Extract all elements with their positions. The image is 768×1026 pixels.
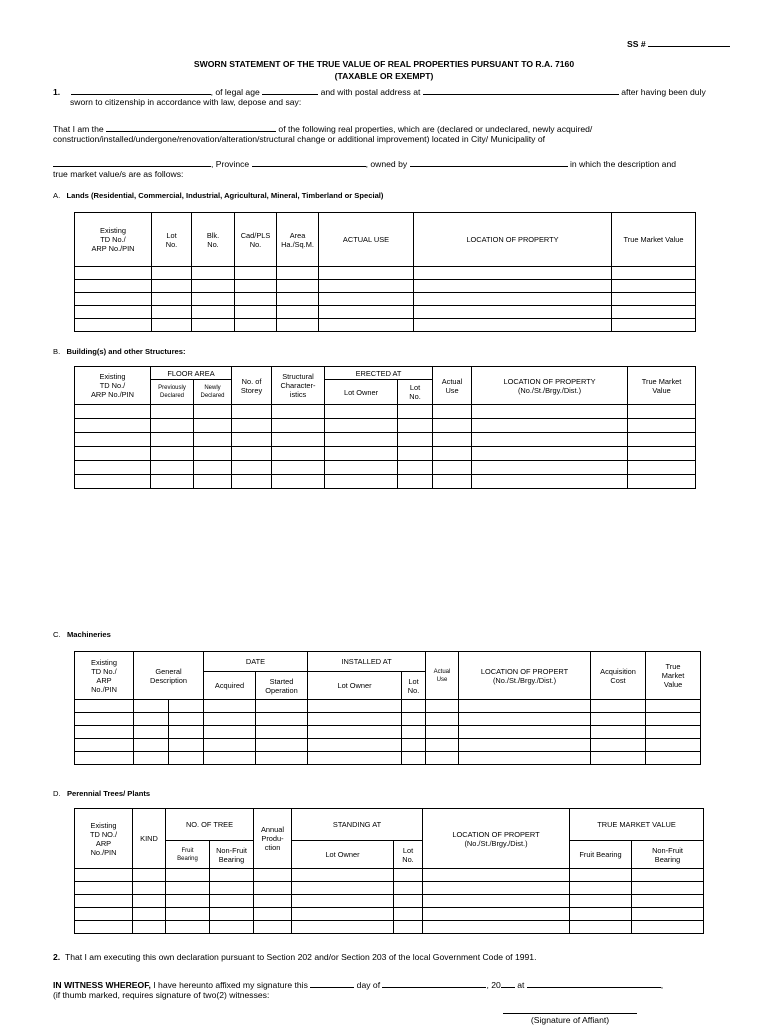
table-row[interactable] (75, 306, 696, 319)
col-lot-no: Lot No. (394, 841, 423, 869)
postal-address-field[interactable] (423, 84, 619, 95)
document-title: SWORN STATEMENT OF THE TRUE VALUE OF REAL PROPERTIES PURSUANT TO R.A. 7160 (193, 59, 575, 69)
col-lot-owner: Lot Owner (292, 841, 394, 869)
col-location: LOCATION OF PROPERT (No./St./Brgy./Dist.) (423, 809, 570, 869)
col-existing: Existing TD No./ ARP No./PIN (75, 367, 151, 405)
table-row[interactable] (75, 739, 701, 752)
para-line3: , Province , owned by in which the description and (53, 156, 676, 170)
table-row[interactable] (75, 869, 704, 882)
table-row[interactable] (75, 293, 696, 306)
col-acquisition-cost: Acquisition Cost (591, 652, 646, 700)
col-no-of-tree: NO. OF TREE (166, 809, 254, 841)
age-field[interactable] (262, 84, 318, 95)
col-annual-production: Annual Produ- ction (254, 809, 292, 869)
col-lot-no: Lot No. (398, 380, 433, 405)
table-row[interactable] (75, 280, 696, 293)
col-blk-no: Blk. No. (192, 213, 235, 267)
para-line4: true market value/s are as follows: (53, 169, 184, 179)
month-field[interactable] (382, 977, 486, 988)
document-subtitle: (TAXABLE OR EXEMPT) (334, 71, 434, 81)
section-c-heading: C. Machineries (53, 630, 111, 639)
col-non-fruit-bearing: Non-Fruit Bearing (210, 841, 254, 869)
ss-number-label: SS # (627, 36, 730, 50)
col-location: LOCATION OF PROPERTY (No./St./Brgy./Dist.) (472, 367, 628, 405)
table-row[interactable] (75, 447, 696, 461)
col-kind: KIND (133, 809, 166, 869)
col-location: LOCATION OF PROPERT (No./St./Brgy./Dist.) (459, 652, 591, 700)
section-a-heading: A. Lands (Residential, Commercial, Industrial, Agricultural, Mineral, Timberland or Special) (53, 191, 384, 200)
buildings-table (74, 366, 696, 489)
col-tmv-non-fruit-bearing: Non-Fruit Bearing (632, 841, 704, 869)
table-row[interactable] (75, 475, 696, 489)
col-date: DATE (204, 652, 308, 672)
col-floor-area: FLOOR AREA (151, 367, 232, 380)
table-row[interactable] (75, 882, 704, 895)
col-true-market-value: True Market Value (628, 367, 696, 405)
col-location: LOCATION OF PROPERTY (414, 213, 612, 267)
col-true-market-value: True Market Value (646, 652, 701, 700)
col-actual-use: Actual Use (426, 652, 459, 700)
table-row[interactable] (75, 752, 701, 765)
table-row[interactable] (75, 713, 701, 726)
col-actual-use: Actual Use (433, 367, 472, 405)
col-started-operation: Started Operation (256, 672, 308, 700)
col-lot-no: Lot No. (152, 213, 192, 267)
table-row[interactable] (75, 908, 704, 921)
table-row[interactable] (75, 895, 704, 908)
table-row[interactable] (75, 921, 704, 934)
col-storey: No. of Storey (232, 367, 272, 405)
section-d-heading: D. Perennial Trees/ Plants (53, 789, 151, 798)
col-lot-owner: Lot Owner (325, 380, 398, 405)
witness-line: IN WITNESS WHEREOF, I have hereunto affixed my signature this day of , 20 at , (53, 977, 663, 991)
affiant-name-field[interactable] (71, 84, 211, 95)
table-row[interactable] (75, 419, 696, 433)
col-area: Area Ha./Sq.M. (277, 213, 319, 267)
col-lot-owner: Lot Owner (308, 672, 402, 700)
table-row[interactable] (75, 461, 696, 475)
item1-line2: sworn to citizenship in accordance with law, depose and say: (70, 97, 302, 107)
col-cad-no: Cad/PLS No. (235, 213, 277, 267)
city-field[interactable] (53, 156, 211, 167)
item1-line1: 1. , of legal age and with postal address at after having been duly (53, 84, 706, 98)
col-actual-use: ACTUAL USE (319, 213, 414, 267)
year-field[interactable] (501, 977, 515, 988)
col-general-description: General Description (134, 652, 204, 700)
table-row[interactable] (75, 405, 696, 419)
table-row[interactable] (75, 433, 696, 447)
col-previously-declared: Previously Declared (151, 380, 194, 405)
col-newly-declared: Newly Declared (194, 380, 232, 405)
col-structural: Structural Character- istics (272, 367, 325, 405)
col-true-market-value: True Market Value (612, 213, 696, 267)
lands-table (74, 212, 696, 332)
col-tmv-fruit-bearing: Fruit Bearing (570, 841, 632, 869)
col-fruit-bearing: Fruit Bearing (166, 841, 210, 869)
capacity-field[interactable] (106, 121, 276, 132)
thumb-note: (if thumb marked, requires signature of two(2) witnesses: (53, 990, 270, 1000)
col-true-market-value: TRUE MARKET VALUE (570, 809, 704, 841)
para-line2: construction/installed/undergone/renovation/alteration/structural change or additional improvement) located in City/ Municipality of (53, 134, 546, 144)
col-existing: Existing TD No./ ARP No./PIN (75, 213, 152, 267)
signature-label: (Signature of Affiant) (530, 1015, 610, 1025)
place-field[interactable] (527, 977, 661, 988)
table-row[interactable] (75, 267, 696, 280)
col-lot-no: Lot No. (402, 672, 426, 700)
machineries-table (74, 651, 701, 765)
owner-field[interactable] (410, 156, 568, 167)
table-row[interactable] (75, 700, 701, 713)
table-row[interactable] (75, 726, 701, 739)
day-field[interactable] (310, 977, 354, 988)
ss-number-field[interactable] (648, 36, 730, 47)
table-row[interactable] (75, 319, 696, 332)
col-installed-at: INSTALLED AT (308, 652, 426, 672)
col-existing: Existing TD NO./ ARP No./PIN (75, 809, 133, 869)
col-existing: Existing TD No./ ARP No./PIN (75, 652, 134, 700)
para-line1: That I am the of the following real properties, which are (declared or undeclared, newly acquired/ (53, 121, 592, 135)
section-b-heading: B. Building(s) and other Structures: (53, 347, 186, 356)
trees-table (74, 808, 704, 934)
col-erected-at: ERECTED AT (325, 367, 433, 380)
item2: 2. That I am executing this own declaration pursuant to Section 202 and/or Section 203 of the local Government Code of 1991. (53, 952, 537, 962)
province-field[interactable] (252, 156, 366, 167)
col-acquired: Acquired (204, 672, 256, 700)
col-standing-at: STANDING AT (292, 809, 423, 841)
